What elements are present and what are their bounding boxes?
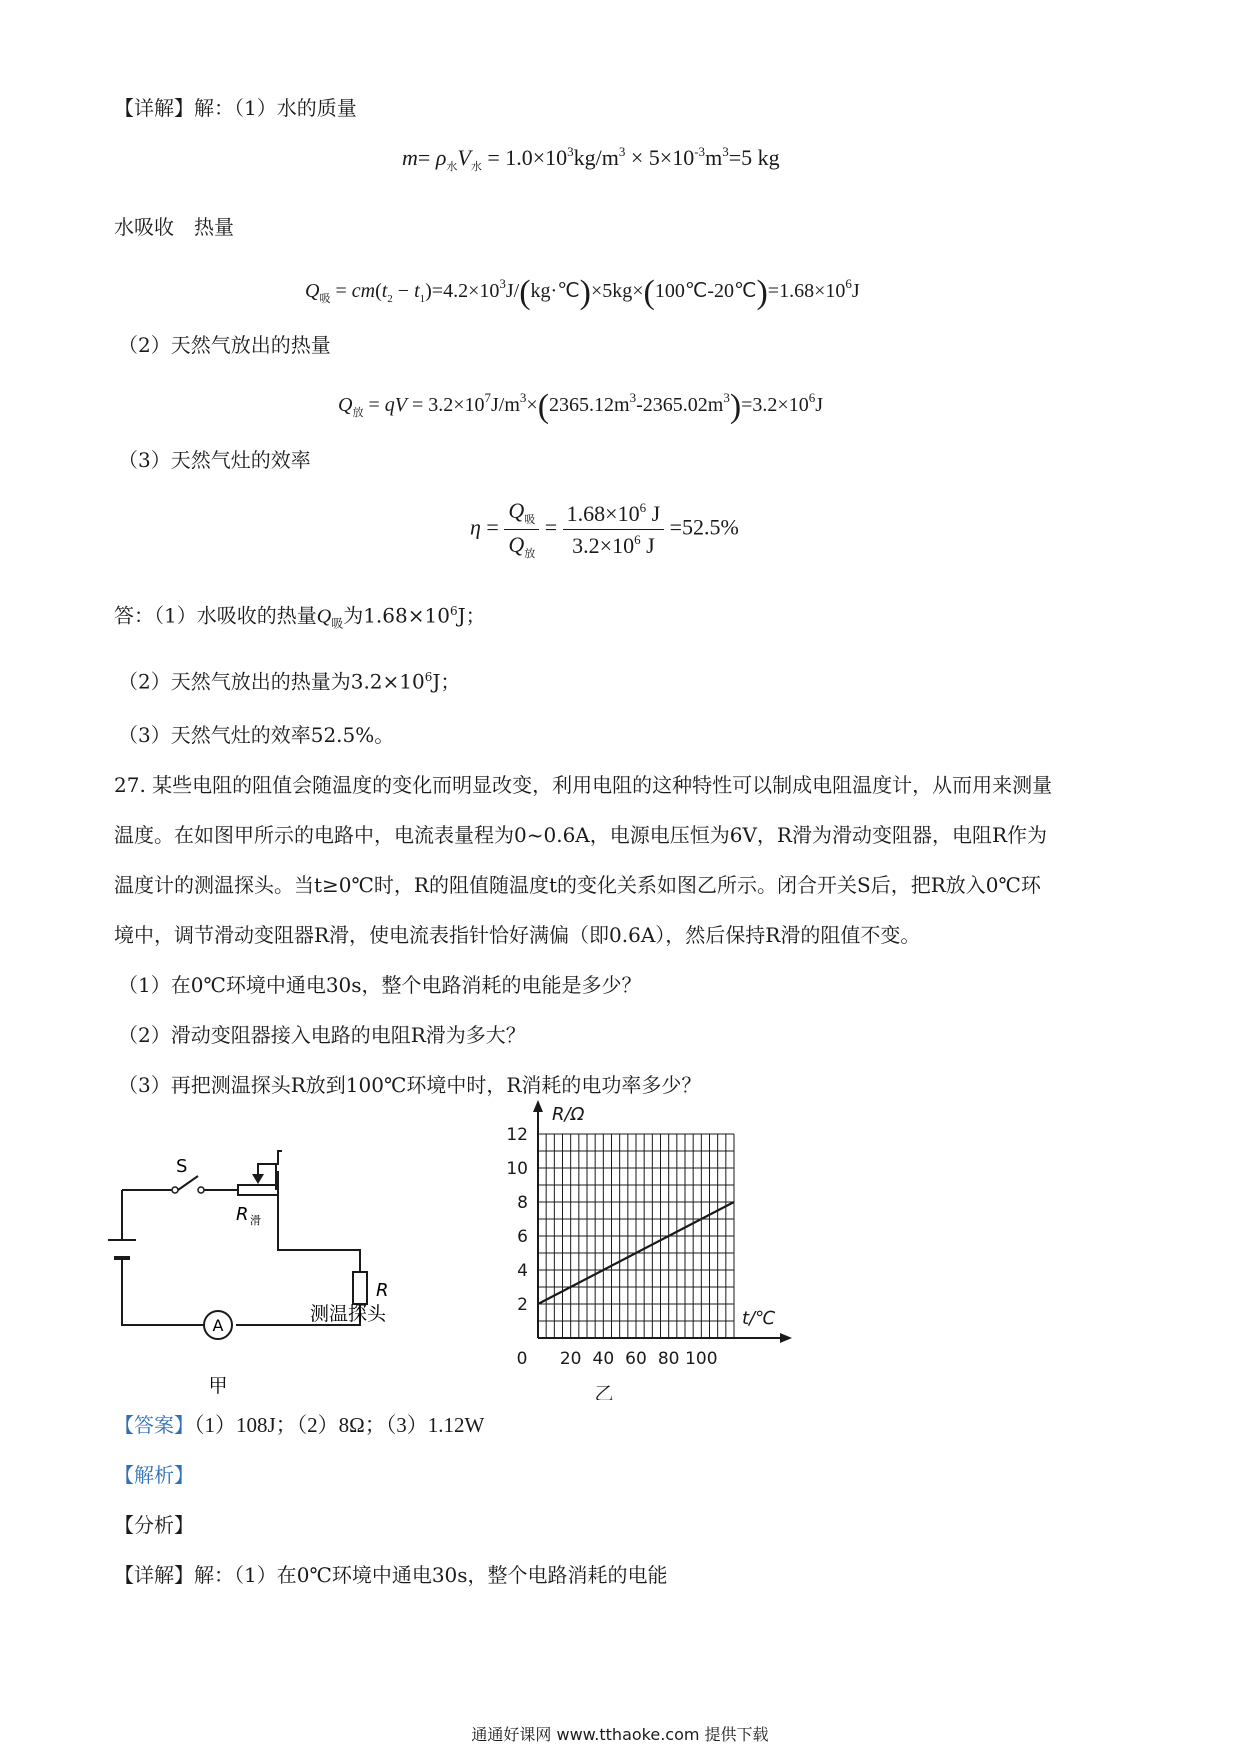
formula-heat-released: $Q_放$ = qV = $3.2\times 10^7J/m^3\times(2365.12m^3-2365.02m^3)=3.2\times 10^6J$ [338, 388, 823, 425]
switch-label: S [176, 1156, 188, 1177]
x-tick-label: 80 [657, 1349, 680, 1369]
formula-water-mass: $m= \rho_水V_水 = 1.0\times 10^3kg/m^3 \times 5\times 10^{-3}m^3=5$ kg [402, 144, 780, 173]
question-sub-3: （3）再把测温探头R放到100℃环境中时，R消耗的电功率多少？ [118, 1073, 702, 1097]
question-line-2: 温度。在如图甲所示的电路中，电流表量程为0~0.6A，电源电压恒为6V，R滑为滑动变阻器，电阻R作为 [114, 823, 1048, 847]
y-tick-label: 10 [506, 1159, 528, 1179]
formula-efficiency: η = $\frac{Q_吸}{Q_放}$ = $\frac{1.68\times 10^6 J}{3.2\times 10^6 J}$ =52.5% [470, 498, 739, 560]
y-tick-label: 8 [517, 1193, 528, 1213]
x-tick-label: 0 [516, 1349, 528, 1369]
question-sub-2: （2）滑动变阻器接入电路的电阻R滑为多大？ [118, 1023, 526, 1047]
x-axis-arrow [780, 1333, 792, 1343]
y-axis-arrow [533, 1100, 543, 1112]
resistor-label: R [376, 1280, 389, 1301]
rheostat-label: R [236, 1204, 249, 1225]
part3-heading: （3）天然气灶的效率 [118, 448, 311, 472]
question-line-1: 27. 某些电阻的阻值会随温度的变化而明显改变，利用电阻的这种特性可以制成电阻温度计，从而用来测量 [114, 773, 1053, 797]
detail-2: 【详解】解：（1）在0℃环境中通电30s，整个电路消耗的电能 [114, 1563, 668, 1587]
question-line-4: 境中，调节滑动变阻器R滑，使电流表指针恰好满偏（即0.6A），然后保持R滑的阻值不变。 [114, 923, 921, 947]
formula-heat-absorbed: $Q_吸 = cm(t_2$ − $t_1)=4.2\times 10^3J/(kg\cdot℃)\times 5kg\times(100℃-20℃)=1.68\times 10^6J$ [305, 274, 860, 311]
x-tick-label: 60 [625, 1349, 647, 1369]
x-axis-label: t/℃ [742, 1308, 776, 1329]
y-axis-label: R/Ω [552, 1104, 585, 1125]
x-tick-label: 20 [559, 1349, 582, 1369]
circuit-diagram [100, 1150, 420, 1400]
answer-line-1: 答：（1）水吸收的热量$Q_吸$为$1.68\times 10^6J$； [114, 603, 486, 631]
question-line-3: 温度计的测温探头。当t≥0℃时，R的阻值随温度t的变化关系如图乙所示。闭合开关S后，把R放入0℃环 [114, 873, 1041, 897]
answer-section [114, 1412, 484, 1438]
answer-tag: 【答案】 [114, 1413, 194, 1437]
rheostat-subscript: 滑 [250, 1214, 261, 1227]
probe-label: 测温探头 [310, 1303, 387, 1325]
y-tick-label: 4 [517, 1261, 528, 1281]
ammeter-label: A [212, 1316, 224, 1335]
footer-source: 通通好课网 www.tthaoke.com 提供下载 [471, 1725, 769, 1744]
answer-line-3: （3）天然气灶的效率52.5%。 [118, 723, 395, 747]
resistance-temperature-chart [480, 1100, 810, 1400]
answer-text: （1）108J；（2）8Ω；（3）1.12W [194, 1413, 485, 1437]
y-tick-label: 12 [506, 1125, 528, 1145]
x-tick-label: 100 [685, 1349, 718, 1369]
part2-heading: （2）天然气放出的热量 [118, 333, 331, 357]
y-tick-label: 6 [517, 1227, 528, 1247]
answer-line-2: （2）天然气放出的热量为$3.2\times 10^6J$； [118, 669, 461, 694]
water-heat-label: 水吸收 热量 [114, 215, 234, 239]
chart-caption: 乙 [594, 1383, 614, 1400]
detail-heading: 【详解】解：（1）水的质量 [114, 96, 357, 120]
y-tick-label: 2 [517, 1295, 528, 1315]
fenxi-tag: 【分析】 [114, 1513, 194, 1537]
x-tick-label: 40 [592, 1349, 615, 1369]
circuit-caption: 甲 [208, 1375, 228, 1397]
question-sub-1: （1）在0℃环境中通电30s，整个电路消耗的电能是多少？ [118, 973, 642, 997]
analysis-tag: 【解析】 [114, 1463, 194, 1487]
